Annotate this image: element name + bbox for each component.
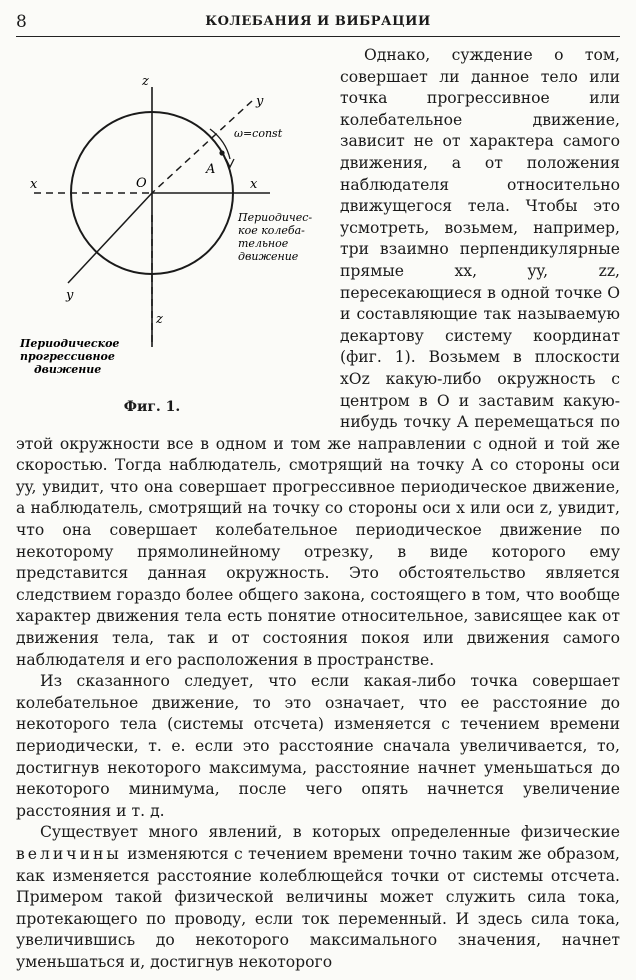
figure-caption: Фиг. 1. [123, 399, 181, 415]
label-y-top: y [256, 94, 264, 109]
label-periodic-progressive-line-3: движение [34, 363, 102, 376]
label-origin: O [136, 176, 147, 191]
label-x-left: x [30, 177, 38, 192]
label-periodic-oscillatory-line-1: Периодичес- [238, 211, 313, 224]
label-periodic-oscillatory-line-3: тельное [238, 237, 289, 250]
paragraph-3-end: изменяются с течением времени точно таким же образом, как изменяется расстояние колеблющейся точки от системы отсчета. Примером такой физической величины может служить сила тока, протекающего по проводу, если ток переменный. И здесь сила тока, увеличившись до некоторого максимального значения, начнет уменьшаться и, достигнув некоторого [16, 844, 620, 971]
body-text [16, 45, 620, 974]
figure-1 [12, 47, 330, 428]
label-periodic-oscillatory-line-4: движение [238, 250, 299, 263]
label-point-a: A [206, 162, 216, 177]
spaced-emphasis: величины [16, 844, 122, 863]
label-periodic-oscillatory-line-2: кое колеба- [238, 224, 305, 237]
running-title: КОЛЕБАНИЯ И ВИБРАЦИИ [205, 14, 431, 29]
y-axis-upper [152, 101, 252, 193]
paragraph-3-start: Существует много явлений, в которых определенные физические [40, 823, 620, 842]
page-number: 8 [16, 12, 27, 32]
point-a [219, 150, 224, 155]
label-z-top: z [142, 74, 149, 89]
label-x-right: x [250, 177, 258, 192]
paragraph-3 [16, 822, 620, 973]
label-periodic-progressive-line-2: прогрессивное [20, 350, 115, 363]
label-omega: ω=const [234, 127, 283, 140]
coordinate-diagram [12, 47, 330, 392]
page-header [16, 10, 620, 37]
y-axis-lower [68, 193, 152, 283]
paragraph-2: Из сказанного следует, что если какая-либо точка совершает колебательное движение, то это означает, что ее расстояние до некоторого тела (системы отсчета) изменяется с течением времени периодически, т. е. если это расстояние сначала увеличивается, то, достигнув некоторого максимума, расстояние начнет уменьшаться до некоторого минимума, после чего опять начнется увеличение расстояния и т. д. [16, 672, 620, 820]
label-z-bottom: z [156, 312, 163, 327]
label-periodic-progressive-line-1: Периодическое [20, 337, 120, 350]
paragraph-1: Однако, суждение о том, совершает ли данное тело или точка прогрессивное или колебательное движение, зависит не от характера самого движения, а от положения наблюдателя относительно движущегося тела. Чтобы это усмотреть, возьмем, например, три взаимно перпендикулярные прямые xx, yy, zz, пересекающиеся в одной точке O и составляющие так называемую декартову систему координат (фиг. 1). Возьмем в плоскости xOz какую-либо окружность с центром в O и заставим какую-нибудь точку A перемещаться по этой окружности все в одном и том же направлении с одной и той же скоростью. Тогда наблюдатель, смотрящий на точку A со стороны оси yy, увидит, что она совершает прогрессивное периодическое движение, а наблюдатель, смотрящий на точку со стороны оси x или оси z, увидит, что она совершает колебательное периодическое движение по некоторому прямолинейному отрезку, в виде которого ему представится данная окружность. Это обстоятельство является следствием гораздо более общего закона, состоящего в том, что вообще характер движения тела есть понятие относительное, зависящее как от движения тела, так и от состояния покоя или движения самого наблюдателя и его расположения в пространстве. [16, 46, 620, 669]
label-y-bottom: y [66, 288, 74, 303]
